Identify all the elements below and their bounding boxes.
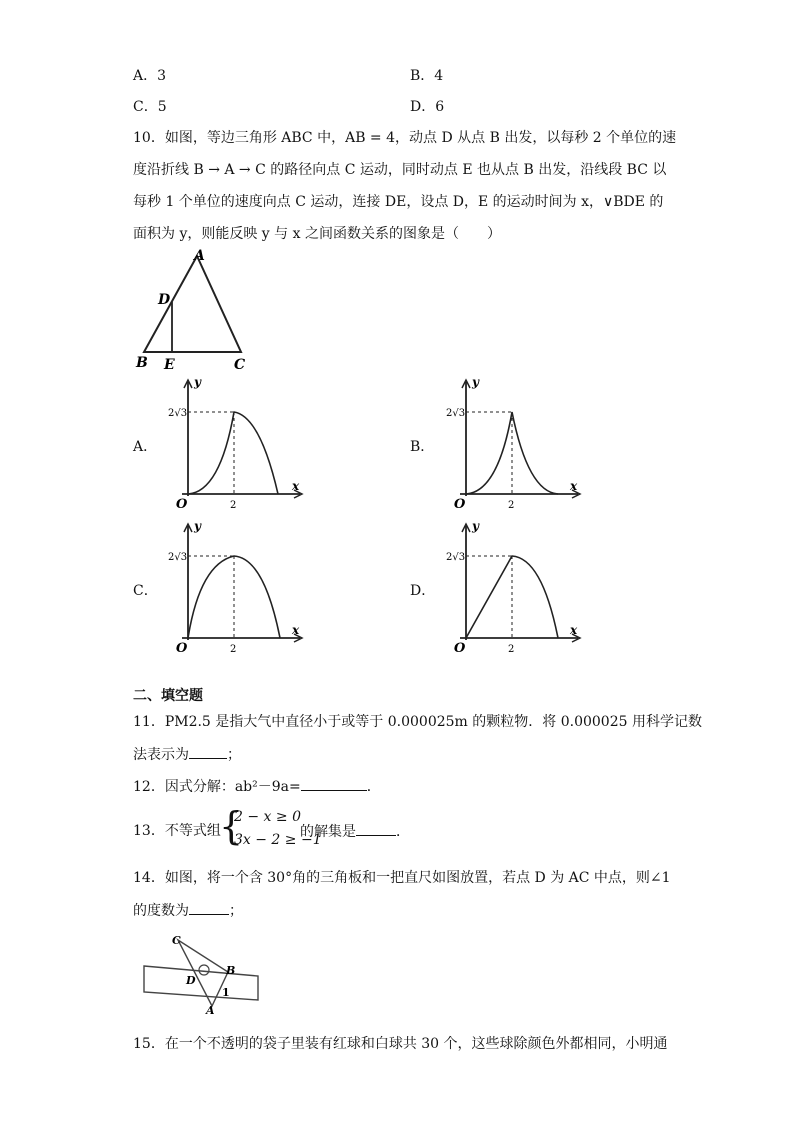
angle-mark (199, 965, 209, 975)
q10-option-d-label: D． (410, 583, 436, 599)
q13-pre: 13．不等式组 (133, 823, 221, 839)
q11-line-2 (133, 744, 241, 765)
label-a: A (194, 248, 205, 264)
ymax-label: 2√3 (168, 408, 188, 419)
ymax-label: 2√3 (446, 408, 466, 419)
graph-a (168, 374, 308, 514)
q10-option-c-label: C． (133, 583, 158, 599)
q11-line-1: 11．PM2.5 是指大气中直径小于或等于 0.000025m 的颗粒物．将 0.000025 用科学记数 (133, 714, 702, 730)
q13-ineq-2: 3x − 2 ≥ −1 (234, 832, 322, 848)
label-c: C (234, 357, 246, 373)
ruler (144, 966, 258, 1000)
graph-d (446, 518, 586, 658)
q13-brace: { (219, 804, 244, 848)
q10-line-4: 面积为 y，则能反映 y 与 x 之间函数关系的图象是（ ） (133, 226, 501, 242)
q11-line-2-post: ； (227, 747, 241, 763)
xmid-label: 2 (508, 500, 515, 511)
x-label: x (570, 623, 578, 637)
q14-answer-blank[interactable] (189, 900, 229, 915)
ymax-label: 2√3 (446, 552, 466, 563)
q13-answer-blank[interactable] (356, 821, 396, 836)
label-e: E (164, 357, 175, 373)
q10-line-2: 度沿折线 B → A → C 的路径向点 C 运动，同时动点 E 也从点 B 出发，沿线段 BC 以 (133, 162, 667, 178)
q14-figure (140, 930, 270, 1015)
q13-ineq-1: 2 − x ≥ 0 (234, 809, 301, 825)
q12-answer-blank[interactable] (301, 776, 367, 791)
q12-line (133, 776, 381, 797)
label-c: C (172, 934, 181, 947)
q13-mid: 的解集是 (300, 824, 356, 840)
origin-label: O (454, 641, 466, 656)
origin-label: O (176, 497, 188, 512)
q11-answer-blank[interactable] (189, 744, 227, 759)
x-label: x (292, 623, 300, 637)
origin-label: O (454, 497, 466, 512)
x-label: x (570, 479, 578, 493)
q14-line-2 (133, 900, 243, 921)
y-label: y (472, 375, 479, 389)
q10-option-b-label: B． (410, 439, 435, 455)
q9-option-c: C．5 (133, 99, 167, 115)
q9-option-b: B．4 (410, 68, 444, 84)
q12-pre: 12．因式分解：ab²－9a= (133, 779, 301, 795)
x-label: x (292, 479, 300, 493)
graph-c (168, 518, 308, 658)
xmid-label: 2 (230, 644, 237, 655)
label-b: B (136, 355, 148, 371)
q12-post: ． (366, 779, 381, 795)
q15-line-1: 15．在一个不透明的袋子里装有红球和白球共 30 个，这些球除颜色外都相同，小明通 (133, 1036, 668, 1052)
graph-b (446, 374, 586, 514)
q13-tail (300, 821, 410, 842)
q14-line-2-post: ； (229, 903, 243, 919)
ymax-label: 2√3 (168, 552, 188, 563)
q10-option-a-label: A． (133, 439, 158, 455)
y-label: y (194, 519, 201, 533)
q9-option-a: A．3 (133, 68, 167, 84)
xmid-label: 2 (508, 644, 515, 655)
origin-label: O (176, 641, 188, 656)
q10-line-3: 每秒 1 个单位的速度向点 C 运动，连接 DE，设点 D，E 的运动时间为 x，∨BDE 的 (133, 194, 664, 210)
label-d: D (158, 292, 171, 308)
section-title: 二、填空题 (133, 688, 203, 704)
xmid-label: 2 (230, 500, 237, 511)
q13-post: ． (396, 824, 410, 840)
label-a: A (206, 1004, 215, 1015)
label-b: B (226, 964, 236, 977)
q10-triangle-figure (130, 248, 260, 373)
q10-line-1: 10．如图，等边三角形 ABC 中，AB = 4，动点 D 从点 B 出发，以每秒 2 个单位的速 (133, 130, 677, 146)
curve (188, 412, 278, 494)
y-label: y (472, 519, 479, 533)
q14-line-1: 14．如图，将一个含 30°角的三角板和一把直尺如图放置，若点 D 为 AC 中点，则∠1 (133, 870, 671, 886)
q9-option-d: D．6 (410, 99, 445, 115)
y-label: y (194, 375, 201, 389)
label-d: D (186, 974, 196, 987)
label-1: 1 (222, 986, 230, 999)
q11-line-2-pre: 法表示为 (133, 747, 189, 763)
q14-line-2-pre: 的度数为 (133, 903, 189, 919)
